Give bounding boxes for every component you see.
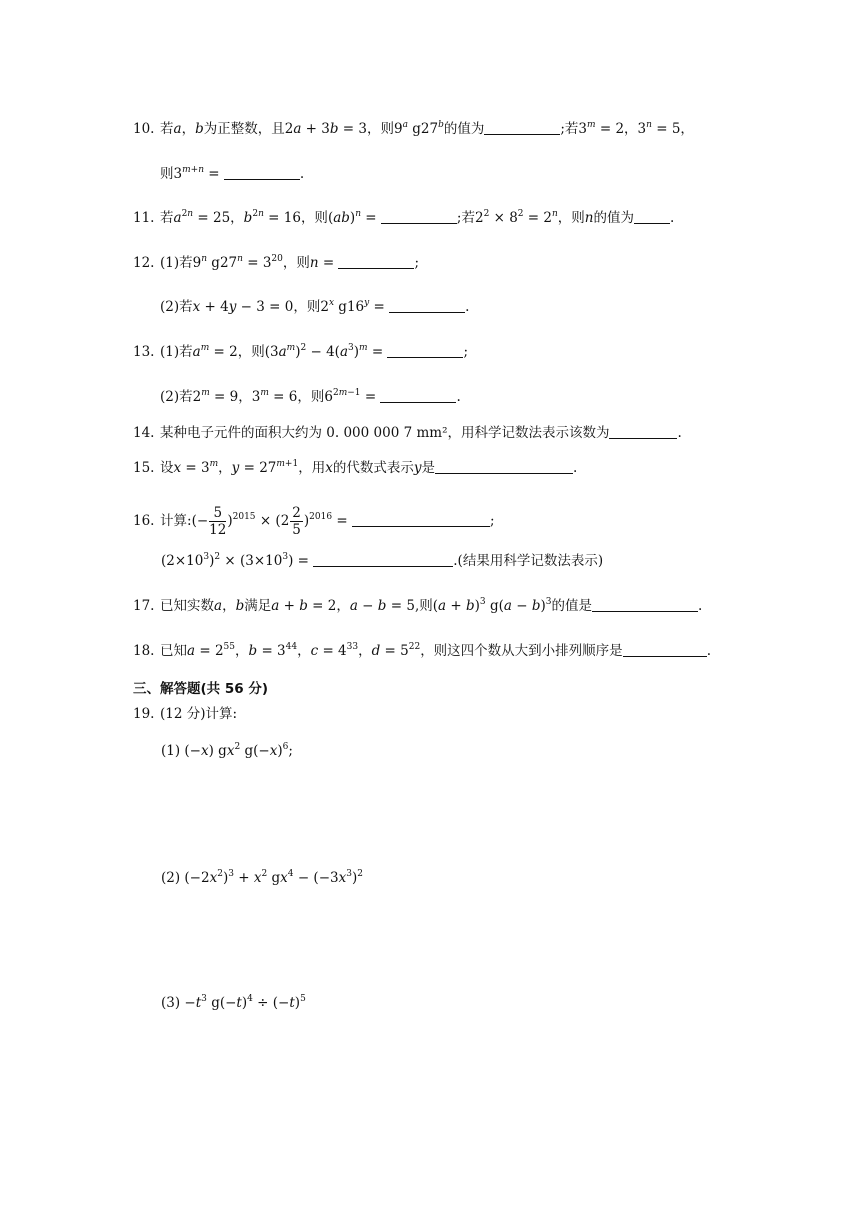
question-text: $(2\times 10^3)^2 \times (3\times 10^3)$ = .(结果用科学记数法表示) bbox=[161, 552, 604, 569]
answer-blank[interactable] bbox=[387, 343, 463, 358]
answer-blank[interactable] bbox=[338, 254, 414, 269]
question-text: 计算:(− $\frac{5}{12}$ )$^{2015}$ × (2 $\frac{2}{5}$ )$^{2016}$ = ; bbox=[160, 505, 495, 538]
question-number: 12. bbox=[133, 255, 155, 271]
question-number: 10. bbox=[133, 121, 155, 137]
question-number: 15. bbox=[133, 460, 155, 476]
question-text: 若a，b为正整数，且2a + 3b = 3，则9$^a$ g27$^b$的值为 ;若$3^m = 2$，$3^n = 5$， bbox=[160, 120, 694, 137]
answer-blank[interactable] bbox=[389, 298, 465, 313]
question-text: (2)若x + 4y − 3 = 0，则2$^x$ $g16^y$ = . bbox=[160, 298, 470, 315]
question-text: 则$3^{m+n}$ = . bbox=[160, 165, 305, 182]
answer-blank[interactable] bbox=[634, 209, 670, 224]
answer-blank[interactable] bbox=[224, 165, 300, 180]
question-text: 已知$a = 2^{55}$，$b = 3^{44}$，$c = 4^{33}$，$d = 5^{22}$，则这四个数从大到小排列顺序是 . bbox=[160, 642, 711, 659]
answer-blank[interactable] bbox=[380, 388, 456, 403]
problem-expression: $(3) -t^3$ $g(-t)^4 \div (-t)^5$ bbox=[161, 994, 306, 1011]
answer-blank[interactable] bbox=[435, 459, 573, 474]
question-title: (12 分)计算: bbox=[160, 706, 238, 722]
problem-expression: (1) (−x) $gx^2$ $g(-x)^6$; bbox=[161, 742, 293, 759]
fraction: $\frac{2}{5}$ bbox=[292, 505, 301, 538]
section-heading: 三、解答题(共 56 分) bbox=[133, 681, 269, 697]
answer-blank[interactable] bbox=[313, 552, 453, 567]
question-number: 16. bbox=[133, 513, 155, 529]
question-number: 19. bbox=[133, 706, 155, 722]
question-number: 17. bbox=[133, 598, 155, 614]
question-text: 某种电子元件的面积大约为 0. 000 000 7 mm²，用科学记数法表示该数为 . bbox=[160, 425, 682, 441]
answer-blank[interactable] bbox=[592, 597, 698, 612]
answer-blank[interactable] bbox=[352, 512, 490, 527]
question-text: 已知实数a，b满足a + b = 2，a − b = 5,则$(a + b)^3$ $g(a - b)^3$的值是 . bbox=[160, 597, 703, 614]
answer-blank[interactable] bbox=[381, 209, 457, 224]
problem-expression: (2) $(-2x^2)^3 + x^2$ $gx^4 - (-3x^3)^2$ bbox=[161, 869, 363, 886]
question-number: 14. bbox=[133, 425, 155, 441]
question-number: 13. bbox=[133, 344, 155, 360]
question-number: 18. bbox=[133, 643, 155, 659]
question-number: 11. bbox=[133, 210, 155, 226]
fraction: $\frac{5}{12}$ bbox=[209, 505, 227, 538]
answer-blank[interactable] bbox=[623, 642, 707, 657]
question-text: (2)若$2^m = 9$，$3^m = 6$，则$6^{2m-1}$ = . bbox=[160, 388, 461, 405]
question-text: (1)若9$^n$ $g27^n = 3^{20}$，则n = ; bbox=[160, 254, 420, 271]
answer-blank[interactable] bbox=[484, 120, 560, 135]
question-text: 设$x = 3^m$，$y = 27^{m+1}$，用x的代数式表示y是 . bbox=[160, 459, 578, 476]
question-text: (1)若$a^m = 2$，则$(3a^m)^2 - 4(a^3)^m$ = ; bbox=[160, 343, 469, 360]
answer-blank[interactable] bbox=[609, 424, 677, 439]
question-text: 若$a^{2n} = 25$，$b^{2n} = 16$，则(ab)$^n$ = ;若$2^2 \times 8^2 = 2^n$，则n的值为 . bbox=[160, 209, 675, 226]
